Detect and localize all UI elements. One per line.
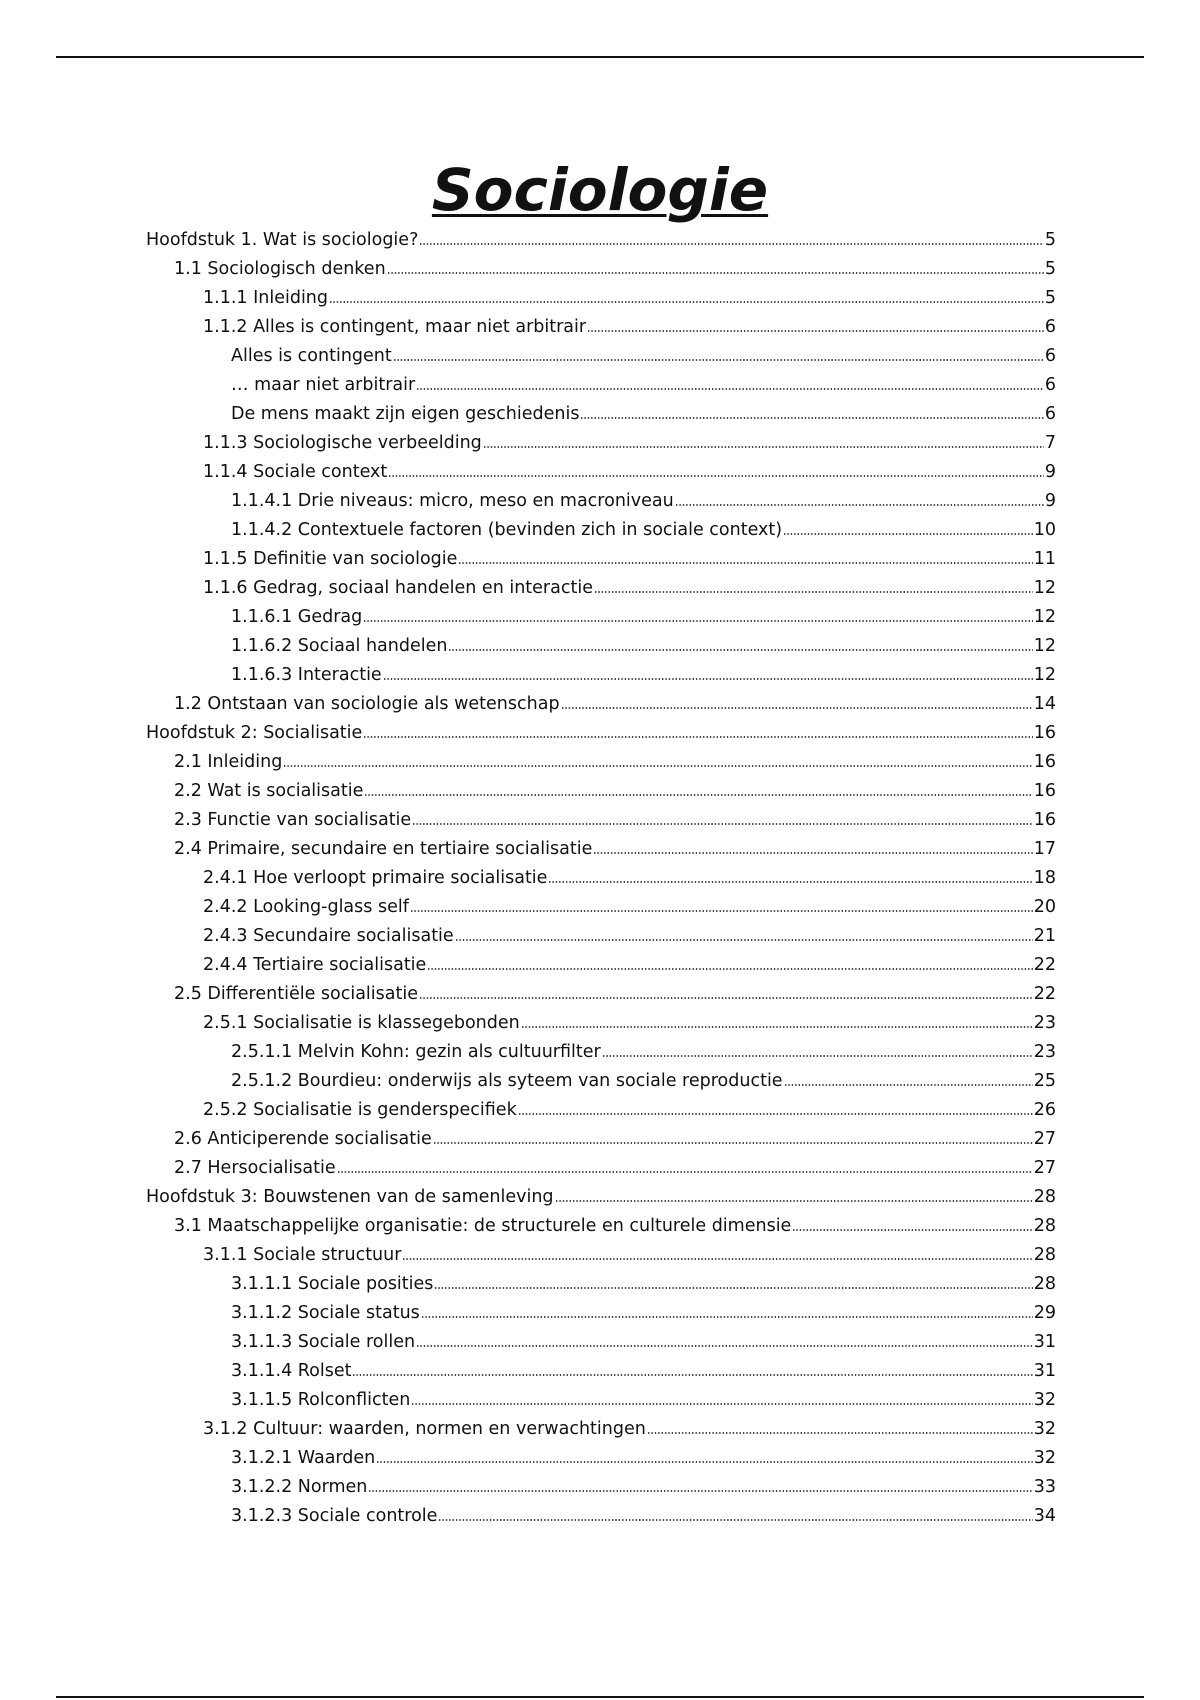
toc-entry-page-number[interactable]: 21 xyxy=(1033,926,1056,946)
toc-entry[interactable] xyxy=(146,313,1056,342)
toc-entry[interactable] xyxy=(146,1212,1056,1241)
toc-entry-page-number[interactable]: 16 xyxy=(1033,752,1056,772)
toc-entry[interactable] xyxy=(146,1154,1056,1183)
toc-entry-page-number[interactable]: 34 xyxy=(1033,1506,1056,1526)
toc-entry-page-number[interactable]: 32 xyxy=(1033,1390,1056,1410)
toc-entry-page-number[interactable]: 14 xyxy=(1033,694,1056,714)
toc-entry-page-number[interactable]: 17 xyxy=(1033,839,1056,859)
toc-entry-page-number[interactable]: 5 xyxy=(1044,230,1056,250)
toc-entry-label[interactable]: 2.5 Differentiële socialisatie xyxy=(174,984,418,1004)
document-title: Sociologie xyxy=(431,156,769,224)
toc-entry-label[interactable]: Alles is contingent xyxy=(231,346,392,366)
dot-leader xyxy=(433,1142,1033,1144)
toc-entry-page-number[interactable]: 16 xyxy=(1033,810,1056,830)
dot-leader xyxy=(594,591,1033,593)
dot-leader xyxy=(518,1113,1033,1115)
dot-leader xyxy=(427,968,1032,970)
dot-leader xyxy=(363,736,1032,738)
toc-entry-page-number[interactable]: 9 xyxy=(1044,462,1056,482)
toc-entry[interactable] xyxy=(146,1038,1056,1067)
toc-entry-page-number[interactable]: 5 xyxy=(1044,259,1056,279)
dot-leader xyxy=(364,794,1032,796)
toc-entry-page-number[interactable]: 27 xyxy=(1033,1158,1056,1178)
toc-entry-page-number[interactable]: 5 xyxy=(1044,288,1056,308)
toc-entry[interactable] xyxy=(146,864,1056,893)
toc-entry[interactable] xyxy=(146,574,1056,603)
toc-entry[interactable] xyxy=(146,516,1056,545)
toc-entry-label[interactable]: 1.1.6 Gedrag, sociaal handelen en interactie xyxy=(203,578,593,598)
toc-entry[interactable] xyxy=(146,1067,1056,1096)
toc-entry-label[interactable]: 2.4.3 Secundaire socialisatie xyxy=(203,926,454,946)
toc-entry[interactable] xyxy=(146,1183,1056,1212)
toc-entry[interactable] xyxy=(146,1444,1056,1473)
toc-entry-page-number[interactable]: 28 xyxy=(1033,1187,1056,1207)
dot-leader xyxy=(329,301,1044,303)
toc-entry-label[interactable]: 3.1 Maatschappelijke organisatie: de structurele en culturele dimensie xyxy=(174,1216,792,1236)
toc-entry[interactable] xyxy=(146,690,1056,719)
dot-leader xyxy=(416,1345,1033,1347)
toc-entry-label[interactable]: 2.6 Anticiperende socialisatie xyxy=(174,1129,432,1149)
toc-entry[interactable] xyxy=(146,1125,1056,1154)
toc-entry[interactable] xyxy=(146,429,1056,458)
toc-entry-page-number[interactable]: 29 xyxy=(1033,1303,1056,1323)
toc-entry[interactable] xyxy=(146,458,1056,487)
dot-leader xyxy=(448,649,1032,651)
toc-entry-page-number[interactable]: 11 xyxy=(1033,549,1056,569)
dot-leader xyxy=(416,388,1044,390)
toc-entry-label[interactable]: 2.4.1 Hoe verloopt primaire socialisatie xyxy=(203,868,548,888)
toc-entry-label[interactable]: 2.7 Hersocialisatie xyxy=(174,1158,336,1178)
toc-entry[interactable] xyxy=(146,1299,1056,1328)
toc-entry[interactable] xyxy=(146,1415,1056,1444)
toc-entry-label[interactable]: 3.1.1.1 Sociale posities xyxy=(231,1274,434,1294)
toc-entry[interactable] xyxy=(146,603,1056,632)
toc-entry[interactable] xyxy=(146,748,1056,777)
toc-entry-page-number[interactable]: 32 xyxy=(1033,1448,1056,1468)
toc-entry-label[interactable]: … maar niet arbitrair xyxy=(231,375,416,395)
dot-leader xyxy=(387,272,1044,274)
dot-leader xyxy=(337,1171,1033,1173)
toc-entry-page-number[interactable]: 26 xyxy=(1033,1100,1056,1120)
dot-leader xyxy=(411,1403,1032,1405)
toc-entry[interactable] xyxy=(146,719,1056,748)
toc-entry-page-number[interactable]: 6 xyxy=(1044,375,1056,395)
toc-entry-page-number[interactable]: 22 xyxy=(1033,955,1056,975)
toc-entry-page-number[interactable]: 12 xyxy=(1033,578,1056,598)
toc-entry-page-number[interactable]: 31 xyxy=(1033,1332,1056,1352)
dot-leader xyxy=(376,1461,1032,1463)
dot-leader xyxy=(434,1287,1032,1289)
toc-entry-label[interactable]: 3.1.1 Sociale structuur xyxy=(203,1245,402,1265)
toc-entry-page-number[interactable]: 28 xyxy=(1033,1245,1056,1265)
header-rule xyxy=(56,56,1144,58)
toc-entry-label[interactable]: 2.5.1.2 Bourdieu: onderwijs als syteem van sociale reproductie xyxy=(231,1071,783,1091)
dot-leader xyxy=(393,359,1044,361)
toc-entry-label[interactable]: Hoofdstuk 2: Socialisatie xyxy=(146,723,363,743)
dot-leader xyxy=(368,1490,1032,1492)
toc-entry-page-number[interactable]: 12 xyxy=(1033,607,1056,627)
toc-entry[interactable] xyxy=(146,1270,1056,1299)
toc-entry[interactable] xyxy=(146,1009,1056,1038)
toc-entry[interactable] xyxy=(146,342,1056,371)
toc-entry-page-number[interactable]: 6 xyxy=(1044,317,1056,337)
toc-entry-label[interactable]: 2.5.2 Socialisatie is genderspecifiek xyxy=(203,1100,517,1120)
toc-entry[interactable] xyxy=(146,1096,1056,1125)
dot-leader xyxy=(388,475,1044,477)
toc-entry-label[interactable]: 1.1.4 Sociale context xyxy=(203,462,388,482)
dot-leader xyxy=(602,1055,1033,1057)
dot-leader xyxy=(438,1519,1032,1521)
toc-entry[interactable] xyxy=(146,922,1056,951)
toc-entry[interactable] xyxy=(146,1241,1056,1270)
toc-entry[interactable] xyxy=(146,632,1056,661)
dot-leader xyxy=(783,533,1033,535)
dot-leader xyxy=(421,1316,1033,1318)
toc-entry-label[interactable]: 1.1.6.3 Interactie xyxy=(231,665,382,685)
dot-leader xyxy=(675,504,1044,506)
toc-entry[interactable] xyxy=(146,1357,1056,1386)
toc-entry-label[interactable]: De mens maakt zijn eigen geschiedenis xyxy=(231,404,580,424)
toc-entry[interactable] xyxy=(146,255,1056,284)
toc-entry-page-number[interactable]: 28 xyxy=(1033,1216,1056,1236)
toc-entry-label[interactable]: 1.1.6.2 Sociaal handelen xyxy=(231,636,448,656)
toc-entry-page-number[interactable]: 16 xyxy=(1033,723,1056,743)
table-of-contents xyxy=(146,226,1056,1531)
toc-entry[interactable] xyxy=(146,545,1056,574)
toc-entry-page-number[interactable]: 6 xyxy=(1044,404,1056,424)
dot-leader xyxy=(784,1084,1033,1086)
toc-entry-label[interactable]: 3.1.2.1 Waarden xyxy=(231,1448,376,1468)
dot-leader xyxy=(363,620,1032,622)
dot-leader xyxy=(419,997,1033,999)
dot-leader xyxy=(383,678,1033,680)
toc-entry[interactable] xyxy=(146,400,1056,429)
toc-entry-label[interactable]: 3.1.2.3 Sociale controle xyxy=(231,1506,438,1526)
toc-entry[interactable] xyxy=(146,1386,1056,1415)
toc-entry-page-number[interactable]: 12 xyxy=(1033,665,1056,685)
toc-entry-label[interactable]: 2.1 Inleiding xyxy=(174,752,283,772)
toc-entry-label[interactable]: 2.4.2 Looking-glass self xyxy=(203,897,409,917)
toc-entry-label[interactable]: 3.1.1.4 Rolset xyxy=(231,1361,352,1381)
toc-entry-page-number[interactable]: 20 xyxy=(1033,897,1056,917)
toc-entry[interactable] xyxy=(146,980,1056,1009)
dot-leader xyxy=(647,1432,1033,1434)
dot-leader xyxy=(419,243,1044,245)
toc-entry[interactable] xyxy=(146,951,1056,980)
toc-entry-label[interactable]: 2.4.4 Tertiaire socialisatie xyxy=(203,955,427,975)
toc-entry-page-number[interactable]: 25 xyxy=(1033,1071,1056,1091)
toc-entry-label[interactable]: 3.1.2.2 Normen xyxy=(231,1477,368,1497)
toc-entry-label[interactable]: Hoofdstuk 1. Wat is sociologie? xyxy=(146,230,419,250)
dot-leader xyxy=(352,1374,1032,1376)
toc-entry-page-number[interactable]: 27 xyxy=(1033,1129,1056,1149)
toc-entry-label[interactable]: 2.2 Wat is socialisatie xyxy=(174,781,364,801)
dot-leader xyxy=(458,562,1032,564)
toc-entry-label[interactable]: 2.3 Functie van socialisatie xyxy=(174,810,412,830)
toc-entry[interactable] xyxy=(146,806,1056,835)
dot-leader xyxy=(455,939,1033,941)
toc-entry-label[interactable]: 1.2 Ontstaan van sociologie als wetenschap xyxy=(174,694,560,714)
toc-entry-label[interactable]: 3.1.1.3 Sociale rollen xyxy=(231,1332,416,1352)
toc-entry-label[interactable]: 2.5.1 Socialisatie is klassegebonden xyxy=(203,1013,520,1033)
toc-entry-page-number[interactable]: 31 xyxy=(1033,1361,1056,1381)
toc-entry-label[interactable]: Hoofdstuk 3: Bouwstenen van de samenleving xyxy=(146,1187,554,1207)
dot-leader xyxy=(593,852,1032,854)
dot-leader xyxy=(412,823,1033,825)
dot-leader xyxy=(555,1200,1033,1202)
toc-entry[interactable] xyxy=(146,893,1056,922)
dot-leader xyxy=(580,417,1043,419)
toc-entry-page-number[interactable]: 16 xyxy=(1033,781,1056,801)
dot-leader xyxy=(548,881,1032,883)
toc-entry-page-number[interactable]: 32 xyxy=(1033,1419,1056,1439)
toc-entry[interactable] xyxy=(146,661,1056,690)
toc-entry-label[interactable]: 3.1.1.2 Sociale status xyxy=(231,1303,420,1323)
toc-entry-page-number[interactable]: 9 xyxy=(1044,491,1056,511)
dot-leader xyxy=(283,765,1032,767)
toc-entry-page-number[interactable]: 12 xyxy=(1033,636,1056,656)
dot-leader xyxy=(561,707,1033,709)
toc-entry[interactable] xyxy=(146,1502,1056,1531)
toc-entry[interactable] xyxy=(146,371,1056,400)
dot-leader xyxy=(483,446,1044,448)
toc-entry-page-number[interactable]: 23 xyxy=(1033,1013,1056,1033)
dot-leader xyxy=(521,1026,1033,1028)
toc-entry-page-number[interactable]: 22 xyxy=(1033,984,1056,1004)
toc-entry[interactable] xyxy=(146,835,1056,864)
toc-entry-page-number[interactable]: 23 xyxy=(1033,1042,1056,1062)
toc-entry-label[interactable]: 1.1.3 Sociologische verbeelding xyxy=(203,433,482,453)
toc-entry[interactable] xyxy=(146,777,1056,806)
toc-entry[interactable] xyxy=(146,1328,1056,1357)
dot-leader xyxy=(402,1258,1032,1260)
footer-rule xyxy=(56,1696,1144,1698)
toc-entry-label[interactable]: 2.5.1.1 Melvin Kohn: gezin als cultuurfilter xyxy=(231,1042,601,1062)
toc-entry-page-number[interactable]: 33 xyxy=(1033,1477,1056,1497)
toc-entry-label[interactable]: 1.1.4.1 Drie niveaus: micro, meso en macroniveau xyxy=(231,491,674,511)
toc-entry-page-number[interactable]: 6 xyxy=(1044,346,1056,366)
toc-entry-page-number[interactable]: 7 xyxy=(1044,433,1056,453)
toc-entry[interactable] xyxy=(146,487,1056,516)
toc-entry-label[interactable]: 1.1.6.1 Gedrag xyxy=(231,607,363,627)
toc-entry-label[interactable]: 1.1 Sociologisch denken xyxy=(174,259,386,279)
toc-entry-page-number[interactable]: 18 xyxy=(1033,868,1056,888)
toc-entry-label[interactable]: 2.4 Primaire, secundaire en tertiaire socialisatie xyxy=(174,839,593,859)
dot-leader xyxy=(792,1229,1032,1231)
toc-entry-page-number[interactable]: 28 xyxy=(1033,1274,1056,1294)
toc-entry-label[interactable]: 3.1.2 Cultuur: waarden, normen en verwachtingen xyxy=(203,1419,646,1439)
toc-entry-label[interactable]: 1.1.1 Inleiding xyxy=(203,288,329,308)
toc-entry-label[interactable]: 1.1.2 Alles is contingent, maar niet arbitrair xyxy=(203,317,587,337)
dot-leader xyxy=(410,910,1033,912)
toc-entry-label[interactable]: 1.1.5 Definitie van sociologie xyxy=(203,549,458,569)
toc-entry[interactable] xyxy=(146,284,1056,313)
toc-entry[interactable] xyxy=(146,1473,1056,1502)
toc-entry-label[interactable]: 3.1.1.5 Rolconflicten xyxy=(231,1390,411,1410)
dot-leader xyxy=(587,330,1044,332)
toc-entry-page-number[interactable]: 10 xyxy=(1033,520,1056,540)
toc-entry[interactable] xyxy=(146,226,1056,255)
toc-entry-label[interactable]: 1.1.4.2 Contextuele factoren (bevinden zich in sociale context) xyxy=(231,520,783,540)
